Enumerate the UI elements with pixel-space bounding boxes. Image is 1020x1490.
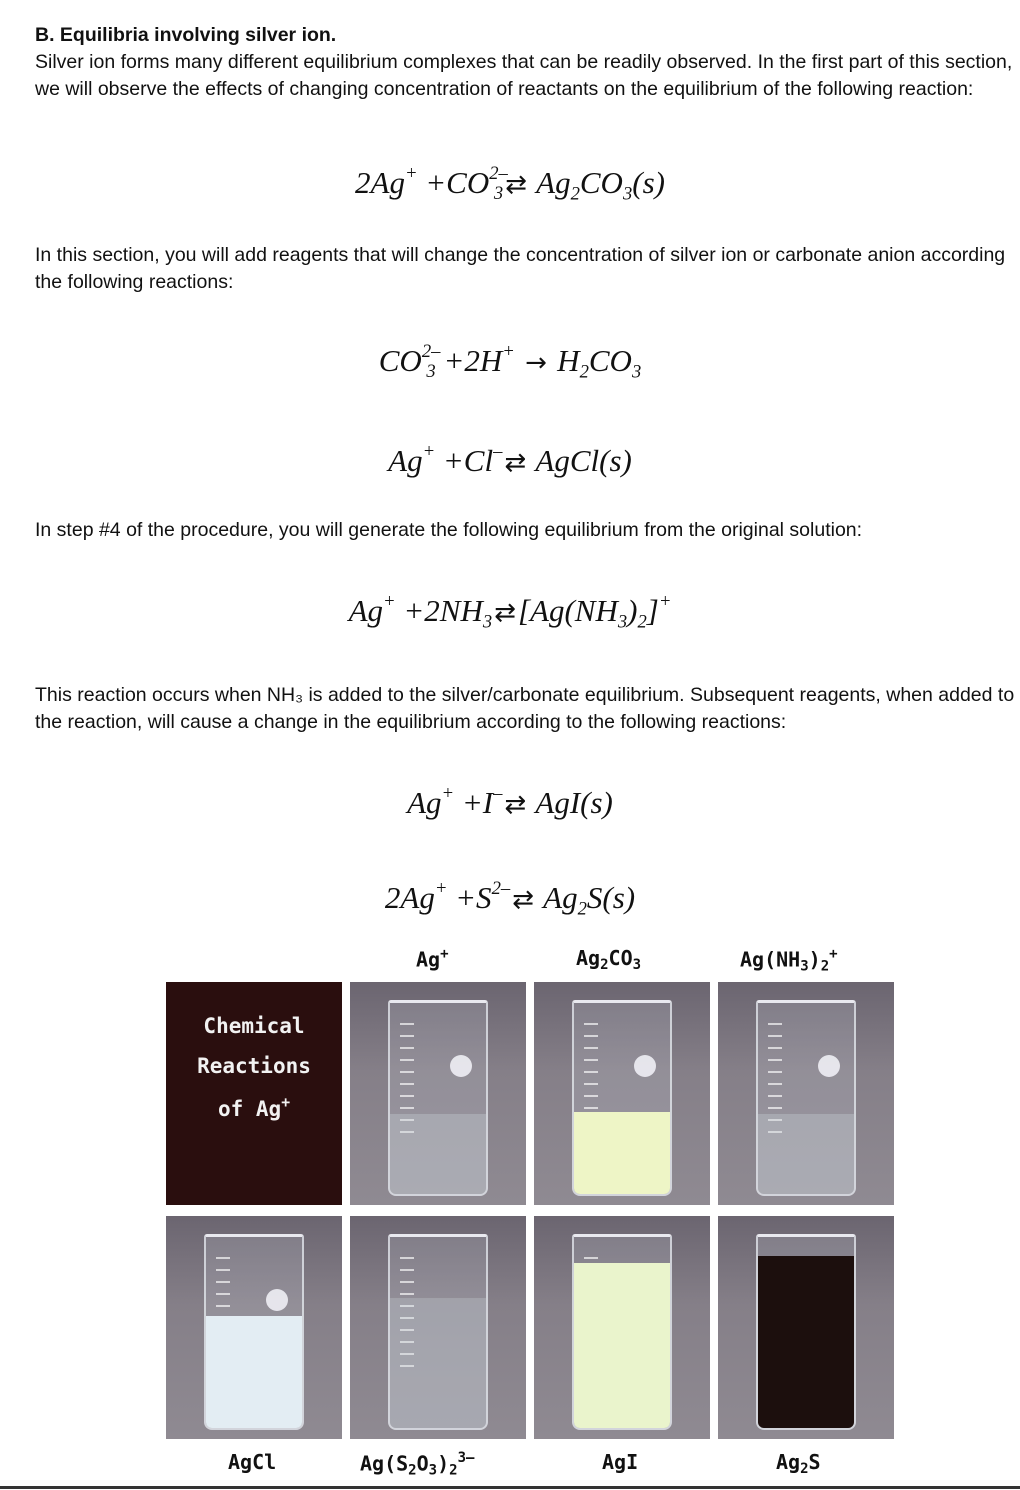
page-bottom-rule (0, 1486, 1020, 1489)
label-ag-nh3-2: $Ag(NH_3)_2^+$ (740, 946, 838, 975)
label-ag2s: $Ag_2S$ (776, 1450, 821, 1478)
beaker (204, 1234, 304, 1430)
intro-paragraph: Silver ion forms many different equilibrium complexes that can be readily observed. In the first part of this section, we will observe the effects of changing concentration of reactants on the equilibrium of the following reaction: (35, 51, 1013, 100)
equation-silver-carbonate: $2Ag^+ +CO^{2-}_3⇄$ $Ag_2CO_3(s)$ (355, 163, 665, 205)
paragraph-reagents: In this section, you will add reagents that will change the concentration of silver ion or carbonate anion according the following reactions: (35, 244, 1006, 293)
beaker (572, 1000, 672, 1196)
photo-ag-thiosulfate (350, 1216, 526, 1439)
title-panel (166, 982, 342, 1205)
beaker (756, 1000, 856, 1196)
beaker (756, 1234, 856, 1430)
label-agi: AgI (602, 1450, 639, 1474)
paragraph-nh3: This reaction occurs when NH₃ is added to the silver/carbonate equilibrium. Subsequent reagents, when added to the reaction, will cause a change in the equilibrium according to the following reactions: (35, 684, 1015, 733)
photo-ag-nh3-2 (718, 982, 894, 1205)
title-line-3: of Ag+ (217, 1094, 291, 1121)
section-heading: B. Equilibria involving silver ion. (35, 24, 337, 46)
equation-silver-chloride: Ag+ +Cl–⇄ AgCl(s) (388, 441, 632, 478)
equation-carbonic-acid: $CO^{2-}_3 +2H^+ \to H_2CO_3$ (378, 341, 642, 383)
label-ag2co3: $Ag_2CO_3$ (576, 946, 642, 974)
title-line-1: Chemical (203, 1014, 305, 1038)
label-agcl: AgCl (228, 1450, 277, 1474)
label-ag-thiosulfate: $Ag(S_2O_3)_2^{3-}$ (360, 1450, 475, 1479)
paragraph-step4: In step #4 of the procedure, you will generate the following equilibrium from the original solution: (35, 519, 863, 541)
beaker (388, 1234, 488, 1430)
photo-ag2s (718, 1216, 894, 1439)
photo-agi (534, 1216, 710, 1439)
photo-agcl (166, 1216, 342, 1439)
photo-ag2co3 (534, 982, 710, 1205)
beaker (388, 1000, 488, 1196)
equation-silver-sulfide: $2Ag^+ +S^{2-}⇄$ $Ag_2S(s)$ (384, 878, 636, 920)
beaker (572, 1234, 672, 1430)
equation-diammine-silver: $Ag^+ +2NH_3⇄[Ag(NH_3)_2]^+$ (348, 591, 672, 633)
photo-ag-ion (350, 982, 526, 1205)
beaker-photo-grid (166, 980, 896, 1438)
equation-silver-iodide: Ag+ +I–⇄ AgI(s) (407, 783, 613, 820)
label-ag-ion: Ag+ (416, 946, 449, 972)
title-line-2: Reactions (197, 1054, 311, 1078)
